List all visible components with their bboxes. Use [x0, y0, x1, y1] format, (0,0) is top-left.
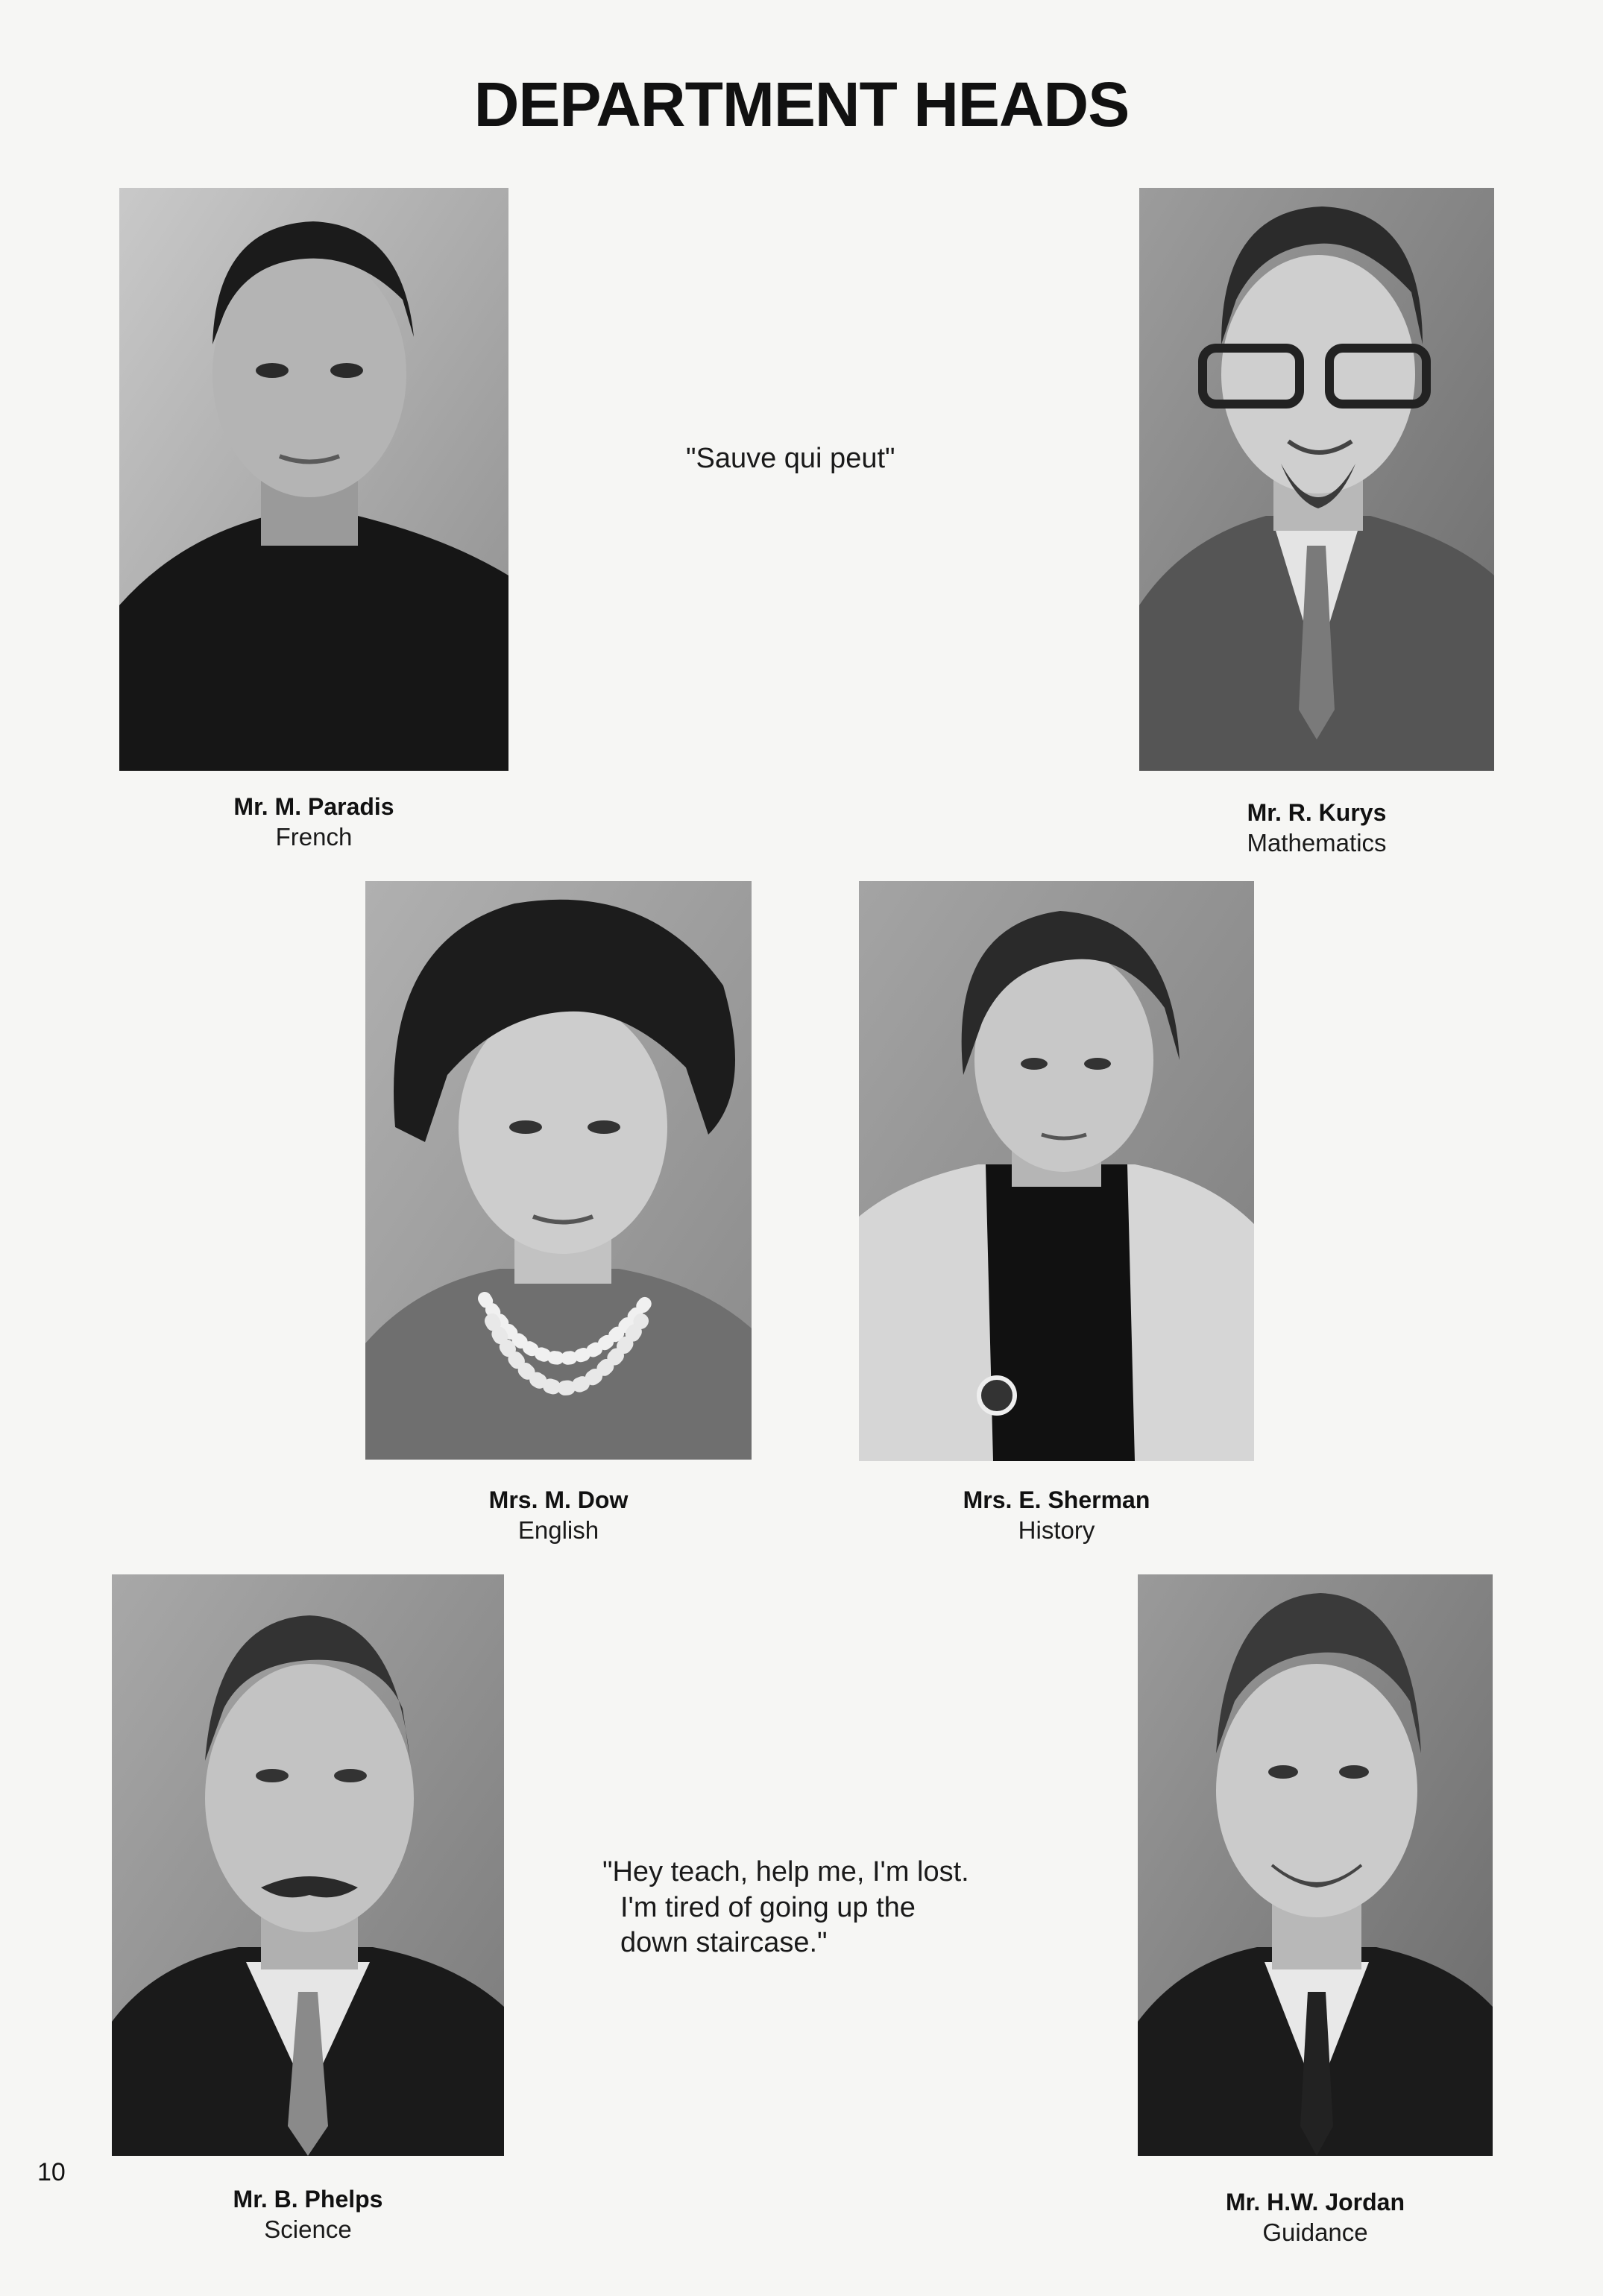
staff-subject: History — [1018, 1516, 1095, 1544]
staff-name: Mrs. E. Sherman — [963, 1486, 1150, 1513]
portrait-photo-dow — [365, 881, 752, 1460]
quote-line: down staircase." — [620, 1927, 828, 1958]
staff-caption — [119, 792, 508, 852]
staff-subject: English — [517, 1516, 599, 1544]
staff-name: Mr. H.W. Jordan — [1225, 2189, 1405, 2215]
staff-name: Mrs. M. Dow — [488, 1486, 629, 1513]
quote-top — [686, 441, 895, 477]
quote-line: "Hey teach, help me, I'm lost. — [602, 1856, 969, 1887]
page-title: DEPARTMENT HEADS — [473, 69, 1130, 139]
staff-subject: French — [275, 823, 353, 851]
staff-subject: Science — [264, 2215, 352, 2243]
staff-subject: Guidance — [1262, 2218, 1368, 2246]
staff-caption — [1138, 2187, 1493, 2248]
quote-line: I'm tired of going up the — [620, 1891, 916, 1923]
page-number: 10 — [37, 2158, 66, 2186]
staff-name: Mr. M. Paradis — [233, 793, 394, 820]
portrait-photo-sherman — [859, 881, 1254, 1461]
quote-bottom — [602, 1855, 969, 1961]
staff-caption — [365, 1485, 752, 1545]
portrait-photo-phelps — [112, 1574, 504, 2156]
staff-subject: Mathematics — [1247, 829, 1387, 857]
portrait-photo-paradis — [119, 188, 508, 771]
staff-caption — [1139, 798, 1494, 858]
staff-name: Mr. R. Kurys — [1247, 799, 1387, 826]
staff-name: Mr. B. Phelps — [233, 2186, 383, 2213]
portrait-photo-kurys — [1139, 188, 1494, 771]
staff-caption — [112, 2184, 504, 2245]
staff-caption — [859, 1485, 1254, 1545]
portrait-photo-jordan — [1138, 1574, 1493, 2156]
quote-text: "Sauve qui peut" — [686, 443, 895, 474]
